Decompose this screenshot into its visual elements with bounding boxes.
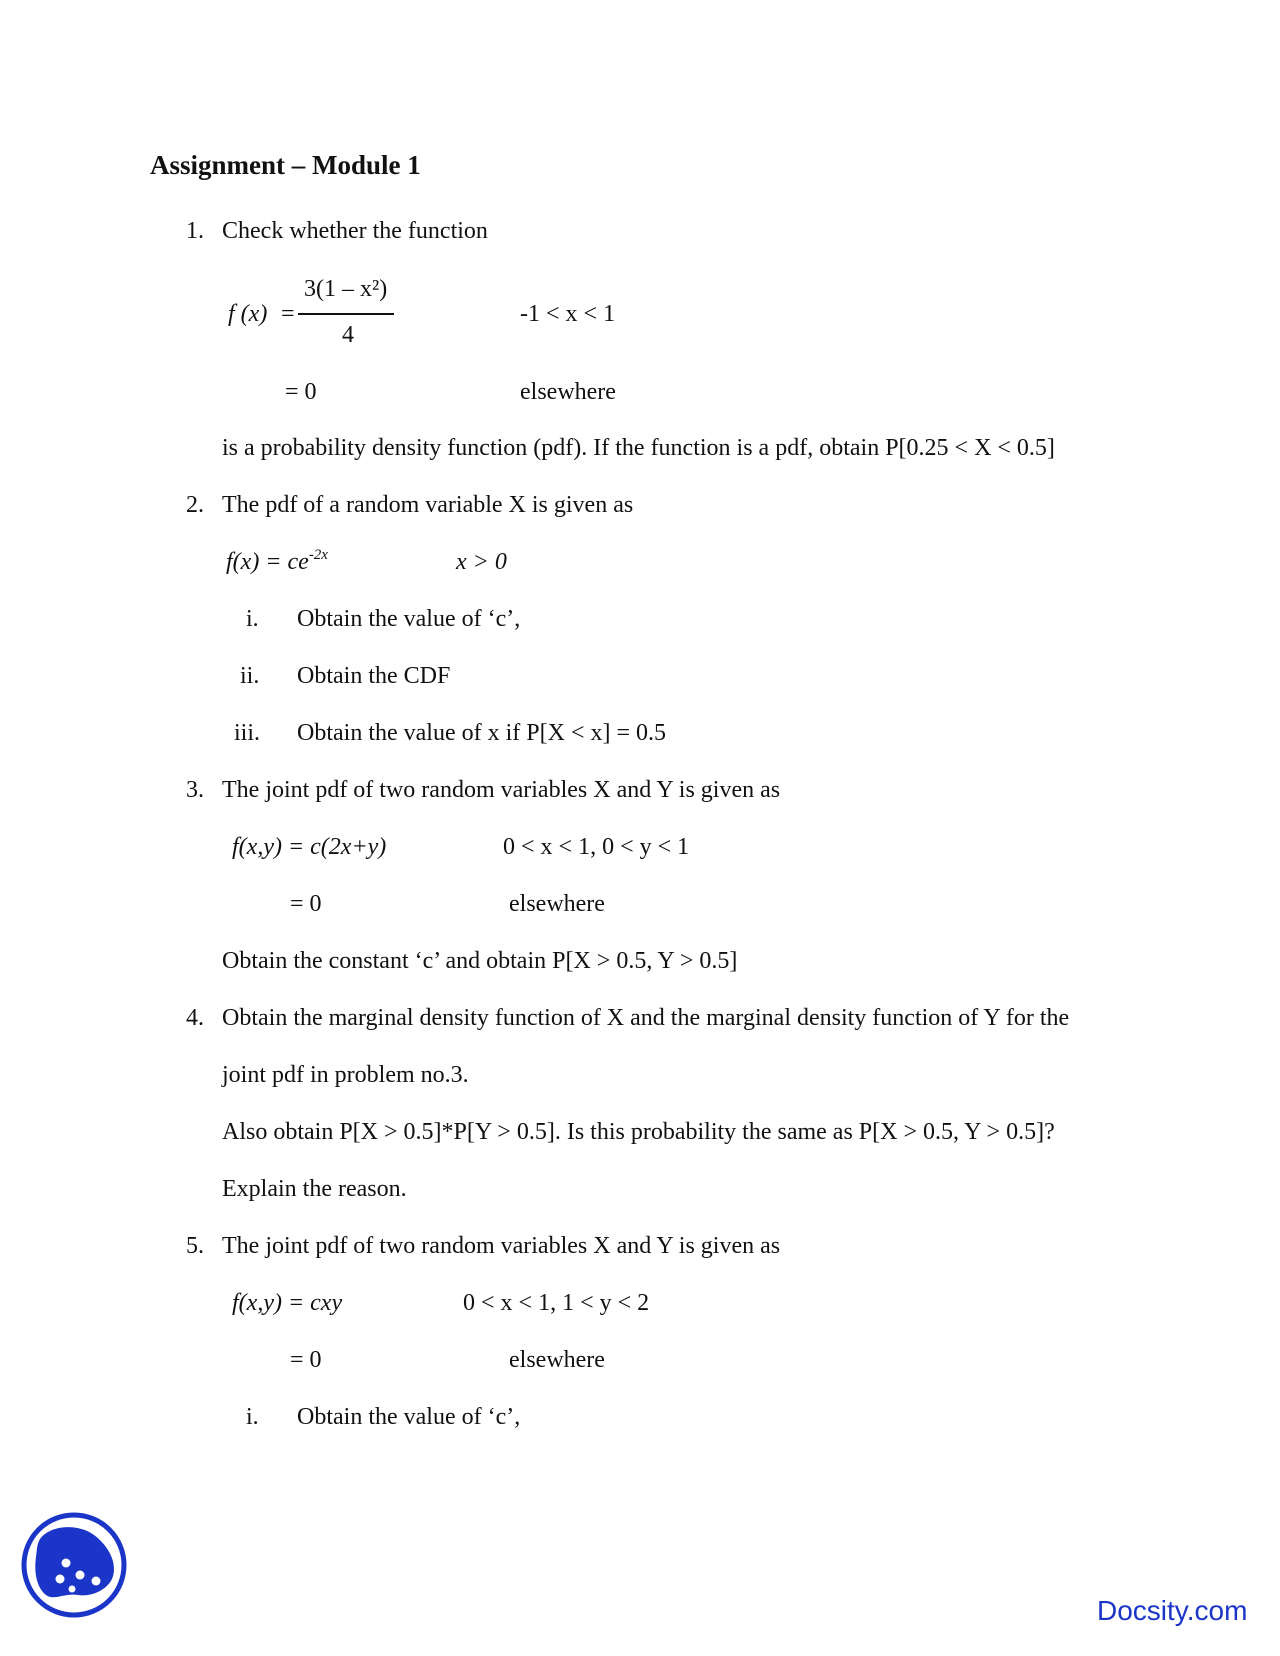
q3-range: 0 < x < 1, 0 < y < 1	[503, 834, 690, 860]
q5-item-1-num: i.	[246, 1404, 259, 1430]
q3-zero: = 0	[290, 891, 322, 917]
q5-range: 0 < x < 1, 1 < y < 2	[463, 1290, 650, 1316]
q2-item-1-text: Obtain the value of ‘c’,	[297, 606, 521, 632]
q2-exponent: -2x	[308, 547, 328, 563]
q1-number: 1.	[186, 218, 204, 244]
q1-equals: =	[281, 301, 295, 327]
q5-number: 5.	[186, 1233, 204, 1259]
q5-zero: = 0	[290, 1347, 322, 1373]
q4-line-3: Also obtain P[X > 0.5]*P[Y > 0.5]. Is this probability the same as P[X > 0.5, Y > 0.5]?	[222, 1119, 1055, 1145]
q1-numerator: 3(1 – x²)	[304, 276, 388, 302]
q3-closing: Obtain the constant ‘c’ and obtain P[X > 0.5, Y > 0.5]	[222, 948, 738, 974]
q2-number: 2.	[186, 492, 204, 518]
q5-elsewhere: elsewhere	[509, 1347, 605, 1373]
docsity-brand-link[interactable]: Docsity.com	[1097, 1595, 1248, 1626]
q1-closing: is a probability density function (pdf). If the function is a pdf, obtain P[0.25 < X < 0.5]	[222, 435, 1055, 461]
q5-text: The joint pdf of two random variables X and Y is given as	[222, 1233, 781, 1259]
q1-denominator: 4	[342, 322, 354, 348]
q2-range: x > 0	[456, 549, 507, 575]
q2-item-3-num: iii.	[234, 720, 261, 746]
q5-function: f(x,y) = cxy	[232, 1290, 343, 1316]
q1-elsewhere: elsewhere	[520, 379, 616, 405]
q4-line-4: Explain the reason.	[222, 1176, 407, 1202]
q4-number: 4.	[186, 1005, 204, 1031]
page-title: Assignment – Module 1	[150, 150, 421, 180]
q3-function: f(x,y) = c(2x+y)	[232, 834, 387, 860]
q1-text: Check whether the function	[222, 218, 488, 244]
q2-function-base: f(x) = ce	[226, 549, 309, 575]
q4-line-1: Obtain the marginal density function of X and the marginal density function of Y for the	[222, 1005, 1070, 1031]
q1-lhs: f (x)	[228, 301, 268, 327]
docsity-logo-icon	[20, 1511, 128, 1619]
q3-text: The joint pdf of two random variables X and Y is given as	[222, 777, 781, 803]
q3-number: 3.	[186, 777, 204, 803]
q2-item-3-text: Obtain the value of x if P[X < x] = 0.5	[297, 720, 666, 746]
q2-item-1-num: i.	[246, 606, 259, 632]
q3-elsewhere: elsewhere	[509, 891, 605, 917]
q1-range: -1 < x < 1	[520, 301, 616, 327]
q2-item-2-text: Obtain the CDF	[297, 663, 451, 689]
q1-zero: = 0	[285, 379, 317, 405]
q2-text: The pdf of a random variable X is given as	[222, 492, 634, 518]
q2-function	[226, 547, 328, 575]
fraction-bar	[298, 313, 394, 315]
q5-item-1-text: Obtain the value of ‘c’,	[297, 1404, 521, 1430]
q2-item-2-num: ii.	[240, 663, 260, 689]
q4-line-2: joint pdf in problem no.3.	[222, 1062, 469, 1088]
